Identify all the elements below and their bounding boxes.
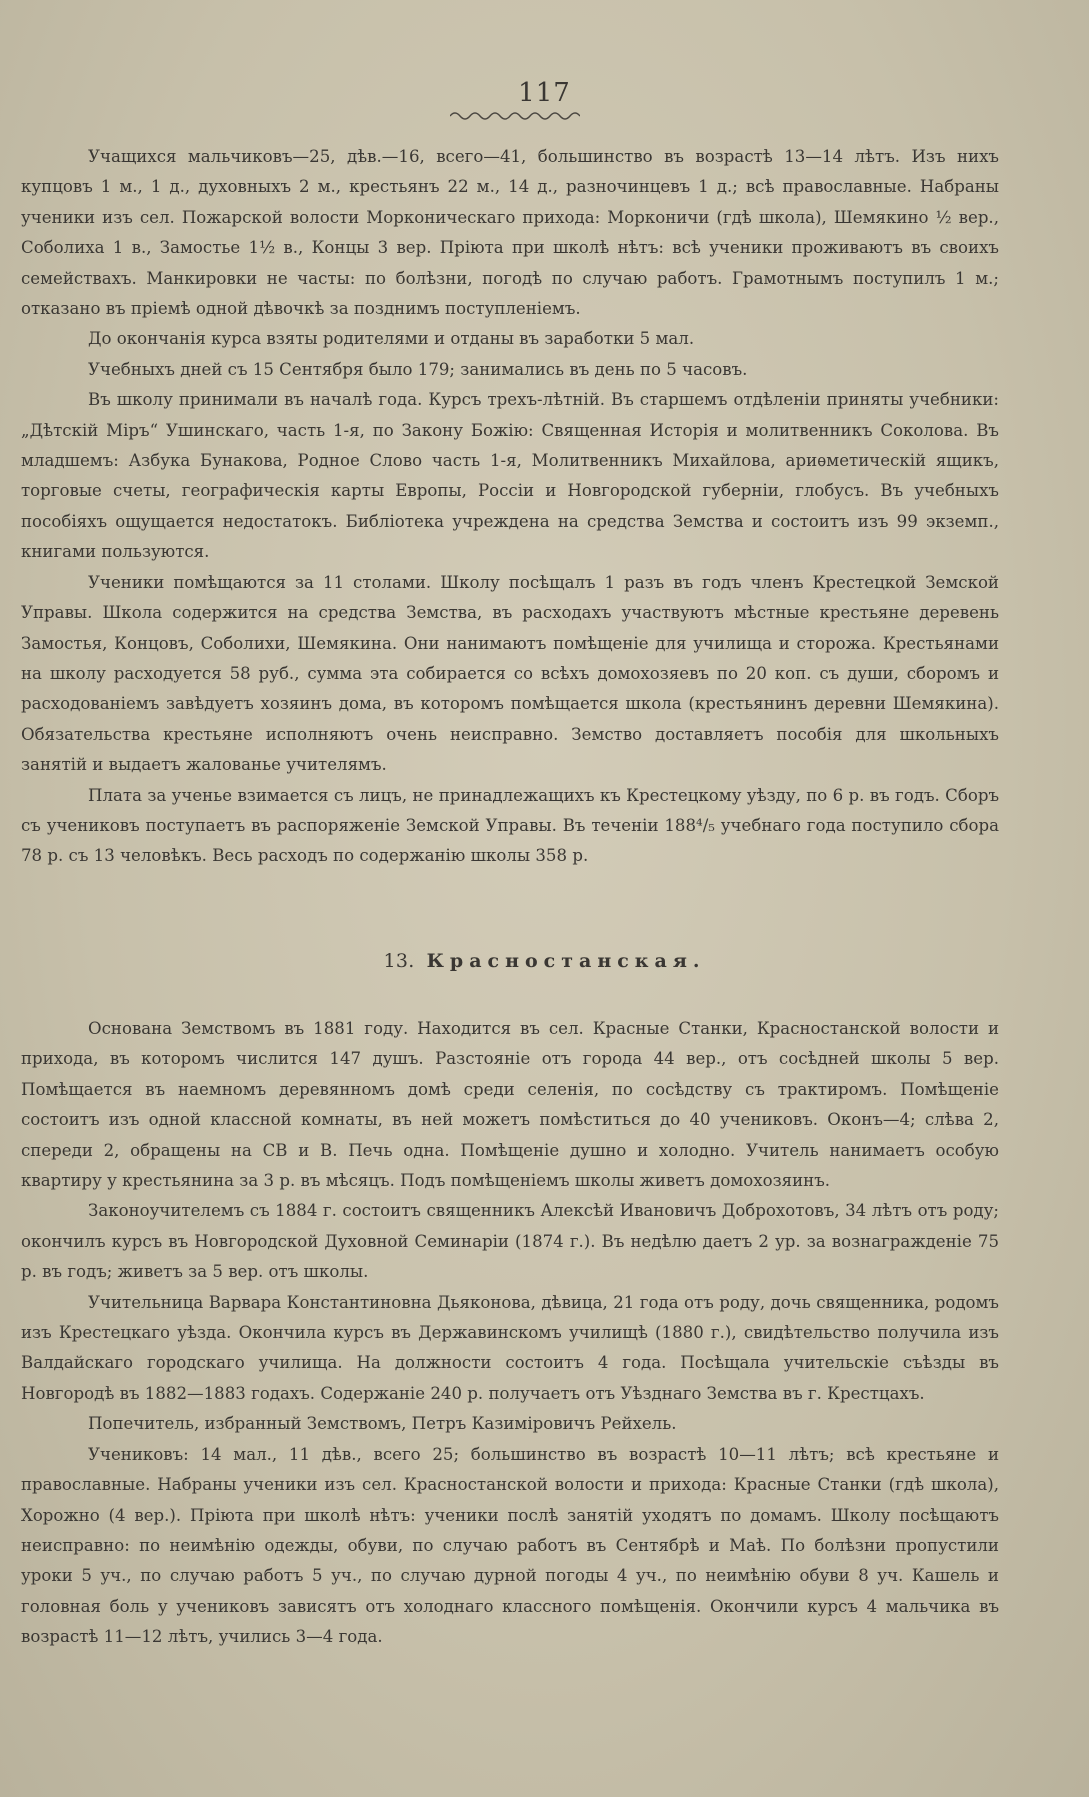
paragraph: Основана Земствомъ въ 1881 году. Находится въ сел. Красные Станки, Красностанской волости и прихода, въ которомъ числится 147 душъ. Разстояніе отъ города 44 вер., отъ сосѣдней школы 5 вер. Помѣщается въ наемномъ деревянномъ домѣ среди селенія, по сосѣдству съ трактиромъ. Помѣщеніе состоитъ изъ одной классной комнаты, въ ней можетъ помѣститься до 40 учениковъ. Оконъ—4; слѣва 2, спереди 2, обращены на СВ и В. Печь одна. Помѣщеніе душно и холодно. Учитель нанимаетъ особую квартиру у крестьянина за 3 р. въ мѣсяцъ. Подъ помѣщеніемъ школы живетъ домохозяинъ.: [21, 1019, 999, 1191]
paragraph: Плата за ученье взимается съ лицъ, не принадлежащихъ къ Крестецкому уѣзду, по 6 р. въ годъ. Сборъ съ учениковъ поступаетъ въ распоряженіе Земской Управы. Въ теченіи 188⁴/₅ учебнаго года поступило сбора 78 р. съ 13 человѣкъ. Весь расходъ по содержанію школы 358 р.: [21, 785, 999, 866]
section-title: Красностанская.: [426, 950, 706, 972]
text-block-top: [21, 142, 999, 872]
paragraph: Ученики помѣщаются за 11 столами. Школу посѣщалъ 1 разъ въ годъ членъ Крестецкой Земской Управы. Школа содержится на средства Земства, въ расходахъ участвуютъ мѣстные крестьяне деревень Замостья, Концовъ, Соболихи, Шемякина. Они нанимаютъ помѣщеніе для училища и сторожа. Крестьянами на школу расходуется 58 руб., сумма эта собирается со всѣхъ домохозяевъ по 20 коп. съ души, сборомъ и расходованіемъ завѣдуетъ хозяинъ дома, въ которомъ помѣщается школа (крестьянинъ деревни Шемякина). Обязательства крестьяне исполняютъ очень неисправно. Земство доставляетъ пособія для школьныхъ занятій и выдаетъ жалованье учителямъ.: [21, 572, 999, 775]
text-block-bottom: [21, 1014, 999, 1653]
ornament-divider: [450, 110, 580, 122]
paragraph: Законоучителемъ съ 1884 г. состоитъ священникъ Алексѣй Ивановичъ Доброхотовъ, 34 лѣтъ отъ роду; окончилъ курсъ въ Новгородской Духовной Семинаріи (1874 г.). Въ недѣлю даетъ 2 ур. за вознагражденіе 75 р. въ годъ; живетъ за 5 вер. отъ школы.: [21, 1201, 999, 1282]
paragraph: До окончанія курса взяты родителями и отданы въ заработки 5 мал.: [88, 329, 695, 349]
page-number: 117: [518, 78, 571, 108]
paragraph: Попечитель, избранный Земствомъ, Петръ Казиміровичъ Рейхель.: [88, 1414, 677, 1434]
section-number: 13.: [383, 950, 415, 972]
paragraph: Учениковъ: 14 мал., 11 дѣв., всего 25; большинство въ возрастѣ 10—11 лѣтъ; всѣ крестьяне и православные. Набраны ученики изъ сел. Красностанской волости и прихода: Красные Станки (гдѣ школа), Хорожно (4 вер.). Пріюта при школѣ нѣтъ: ученики послѣ занятій уходятъ по домамъ. Школу посѣщаютъ неисправно: по неимѣнію одежды, обуви, по случаю работъ въ Сентябрѣ и Маѣ. По болѣзни пропустили уроки 5 уч., по случаю работъ 5 уч., по случаю дурной погоды 4 уч., по неимѣнію обуви 8 уч. Кашель и головная боль у учениковъ зависятъ отъ холоднаго классного помѣщенія. Окончили курсъ 4 мальчика въ возрастѣ 11—12 лѣтъ, учились 3—4 года.: [21, 1444, 999, 1647]
paragraph: Учебныхъ дней съ 15 Сентября было 179; занимались въ день по 5 часовъ.: [88, 359, 748, 379]
section-heading: [0, 950, 1089, 972]
paragraph: Учащихся мальчиковъ—25, дѣв.—16, всего—41, большинство въ возрастѣ 13—14 лѣтъ. Изъ нихъ купцовъ 1 м., 1 д., духовныхъ 2 м., крестьянъ 22 м., 14 д., разночинцевъ 1 д.; всѣ православные. Набраны ученики изъ сел. Пожарской волости Морконическаго прихода: Морконичи (гдѣ школа), Шемякино ½ вер., Соболиха 1 в., Замостье 1½ в., Концы 3 вер. Пріюта при школѣ нѣтъ: всѣ ученики проживаютъ въ своихъ семействахъ. Манкировки не часты: по болѣзни, погодѣ по случаю работъ. Грамотнымъ поступилъ 1 м.; отказано въ пріемѣ одной дѣвочкѣ за позднимъ поступленіемъ.: [21, 147, 999, 319]
paragraph: Учительница Варвара Константиновна Дьяконова, дѣвица, 21 года отъ роду, дочь священника, родомъ изъ Крестецкаго уѣзда. Окончила курсъ въ Державинскомъ училищѣ (1880 г.), свидѣтельство получила изъ Валдайскаго городскаго училища. На должности состоитъ 4 года. Посѣщала учительскіе съѣзды въ Новгородѣ въ 1882—1883 годахъ. Содержаніе 240 р. получаетъ отъ Уѣзднаго Земства въ г. Крестцахъ.: [21, 1292, 999, 1403]
paragraph: Въ школу принимали въ началѣ года. Курсъ трехъ-лѣтній. Въ старшемъ отдѣленіи приняты учебники: „Дѣтскій Міръ“ Ушинскаго, часть 1-я, по Закону Божію: Священная Исторія и молитвенникъ Соколова. Въ младшемъ: Азбука Бунакова, Родное Слово часть 1-я, Молитвенникъ Михайлова, ариѳметическій ящикъ, торговые счеты, географическія карты Европы, Россіи и Новгородской губерніи, глобусъ. Въ учебныхъ пособіяхъ ощущается недостатокъ. Библіотека учреждена на средства Земства и состоитъ изъ 99 экземп., книгами пользуются.: [21, 390, 999, 562]
